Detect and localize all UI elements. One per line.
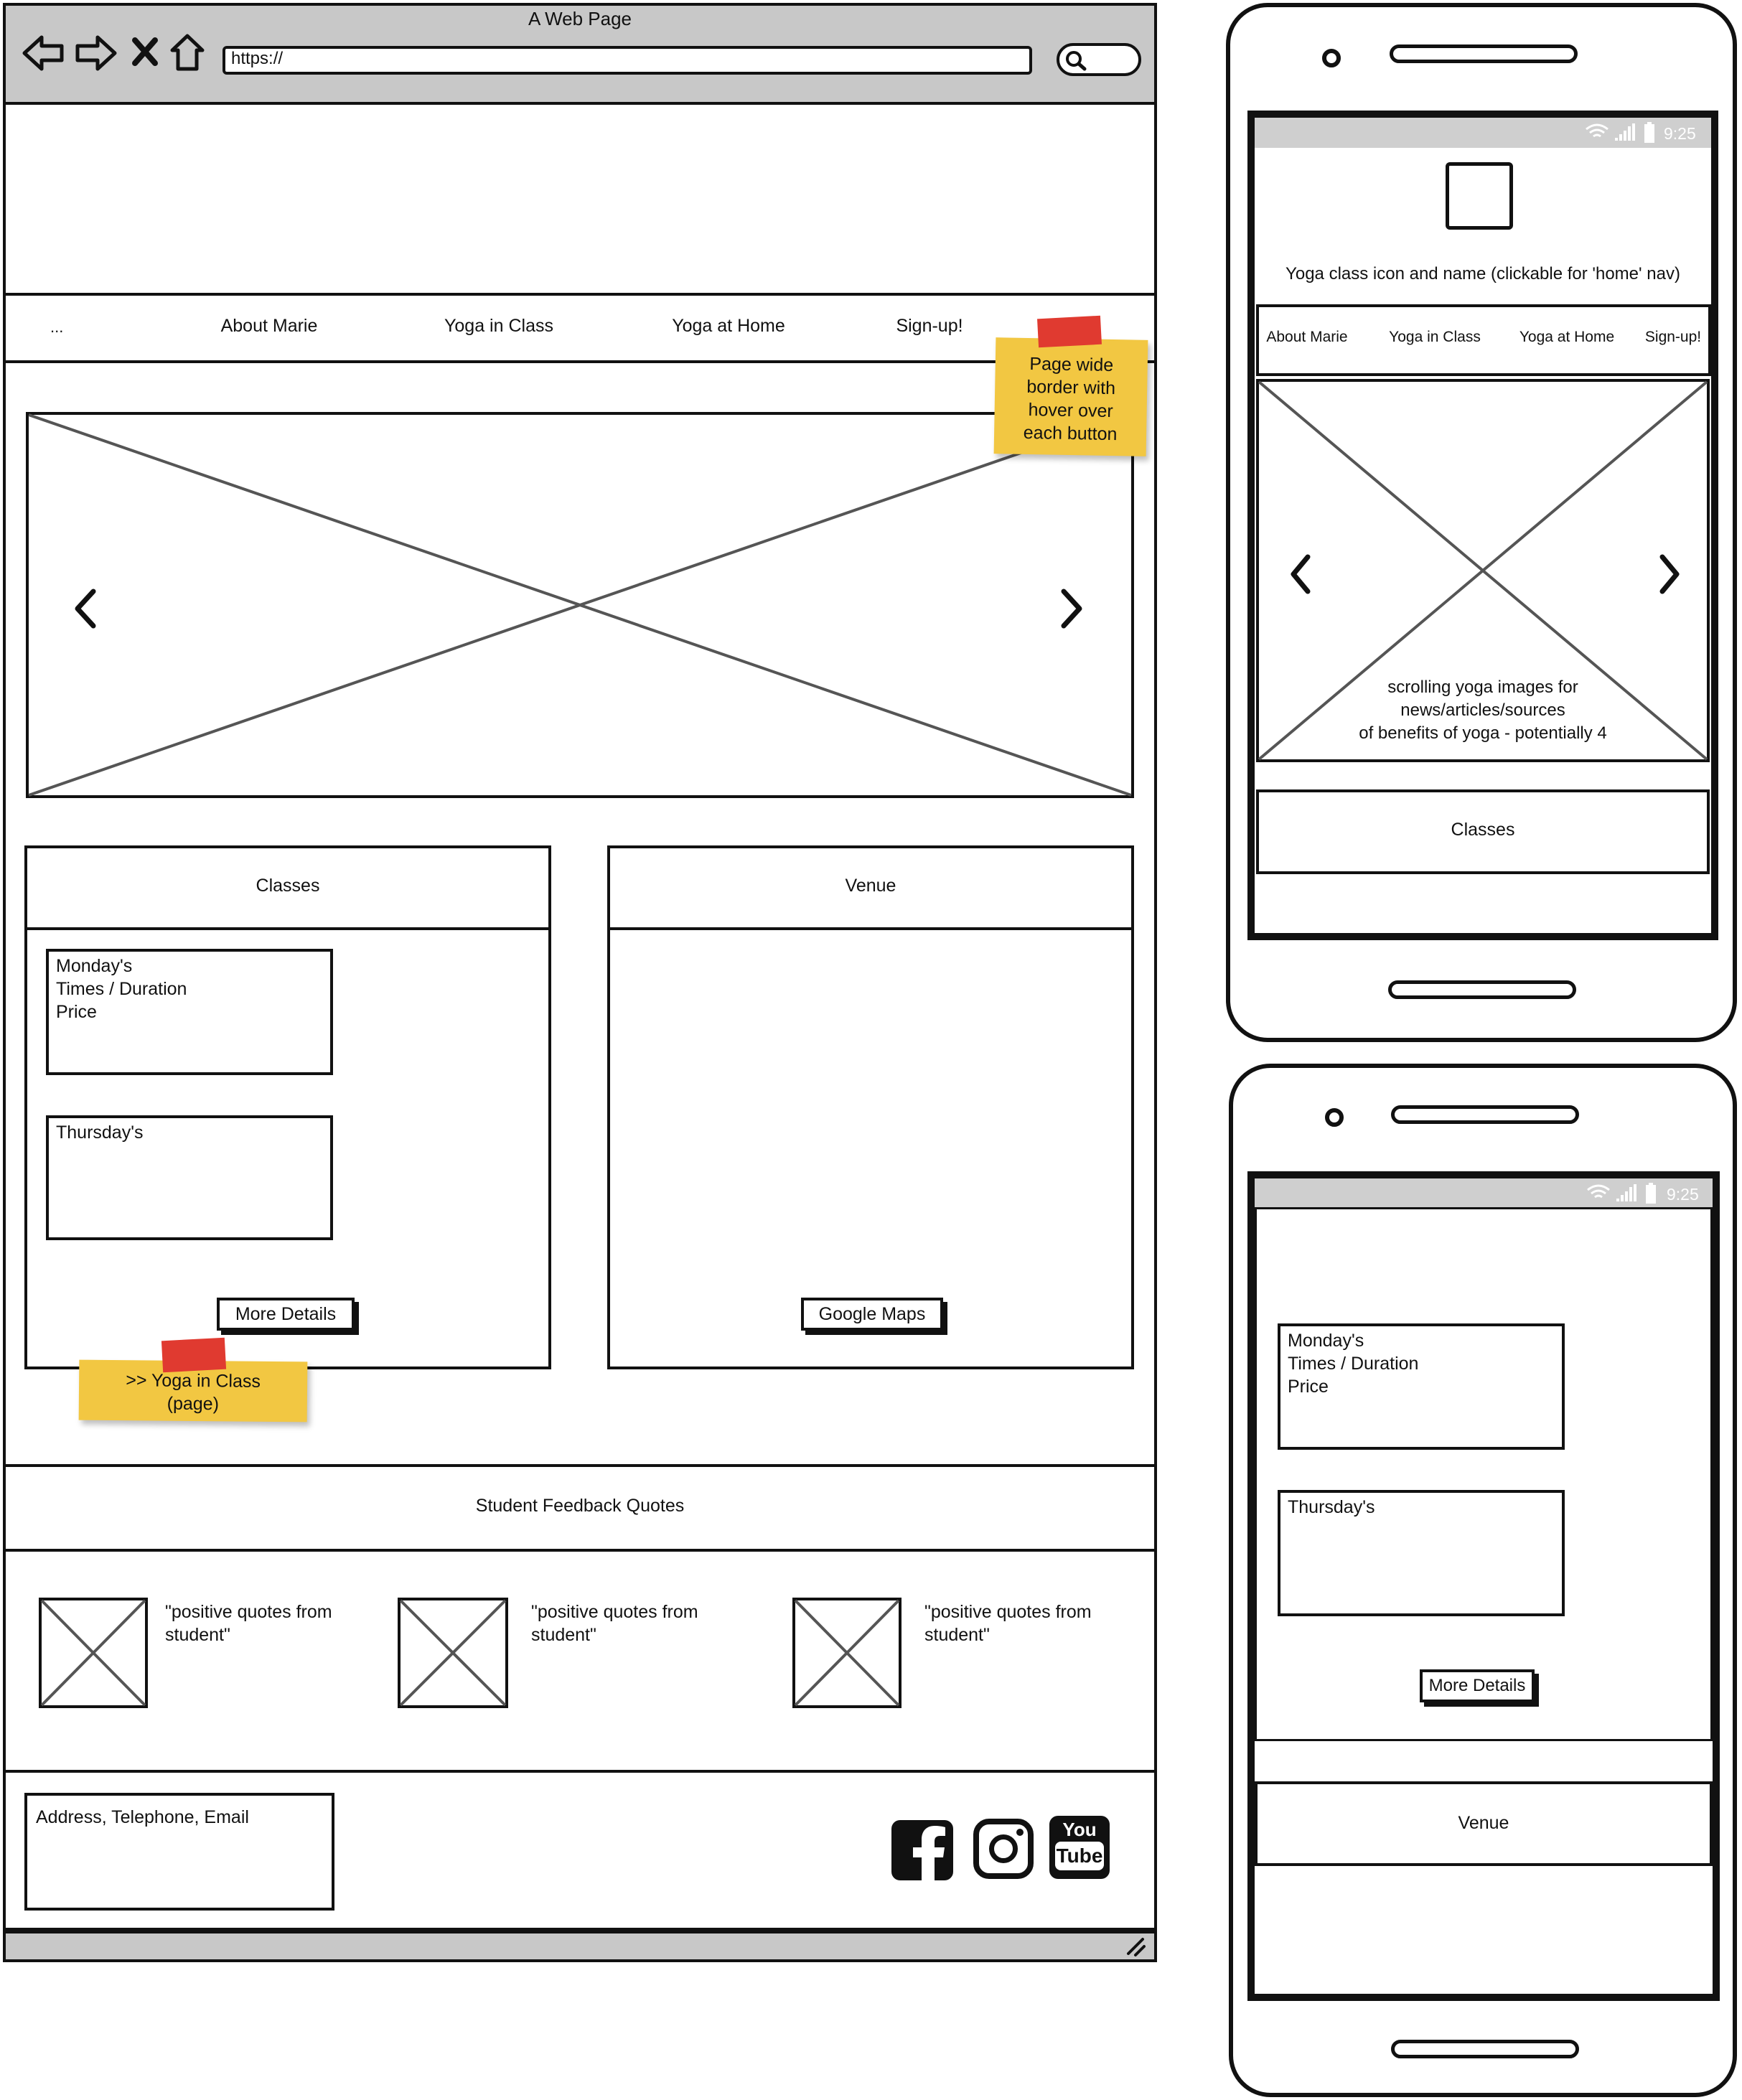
phone-camera	[1325, 1108, 1344, 1127]
nav-home-link[interactable]: ...	[50, 318, 64, 336]
feedback-quote: "positive quotes from student"	[165, 1602, 332, 1645]
window-title: A Web Page	[528, 8, 632, 29]
phone-thursday-class-text: Thursday's	[1288, 1497, 1375, 1517]
phone-status-bar	[1255, 118, 1711, 148]
home-icon[interactable]	[169, 33, 205, 72]
sticky-note-classes: >> Yoga in Class (page)	[79, 1360, 308, 1422]
wifi-icon	[1586, 1183, 1611, 1201]
phone-monday-class-text: Monday's Times / Duration Price	[1288, 1331, 1419, 1397]
phone-nav-sign-up[interactable]: Sign-up!	[1644, 329, 1702, 345]
monday-class-text: Monday's Times / Duration Price	[56, 956, 187, 1022]
phone-venue-title: Venue	[1458, 1813, 1509, 1833]
thursday-class-text: Thursday's	[56, 1122, 144, 1143]
nav-yoga-in-class[interactable]: Yoga in Class	[444, 316, 553, 336]
image-placeholder-icon	[42, 1600, 145, 1705]
phone-home-button[interactable]	[1391, 2040, 1579, 2058]
url-bar[interactable]	[223, 46, 1032, 75]
youtube-tube-text: Tube	[1055, 1842, 1104, 1870]
phone-time: 9:25	[1664, 124, 1696, 143]
battery-icon	[1645, 1183, 1657, 1204]
resize-grip-icon[interactable]	[1124, 1935, 1146, 1956]
sticky-note-nav: Page wide border with hover over each button	[994, 337, 1148, 456]
contact-text: Address, Telephone, Email	[36, 1807, 249, 1827]
url-text: https://	[231, 49, 284, 68]
phone-carousel-prev-icon[interactable]	[1288, 553, 1312, 596]
phone-classes-title: Classes	[1451, 820, 1515, 840]
facebook-icon[interactable]	[891, 1820, 953, 1880]
feedback-quote: "positive quotes from student"	[924, 1602, 1092, 1645]
instagram-icon[interactable]	[973, 1819, 1034, 1879]
phone-carousel-caption: scrolling yoga images for news/articles/sources of benefits of yoga - potentially 4	[1359, 678, 1607, 743]
nav-sign-up[interactable]: Sign-up!	[896, 316, 963, 336]
carousel-prev-icon[interactable]	[72, 587, 100, 630]
phone-nav-yoga-in-class[interactable]: Yoga in Class	[1389, 329, 1481, 345]
phone-nav-yoga-at-home[interactable]: Yoga at Home	[1519, 329, 1615, 345]
youtube-you-text: You	[1062, 1819, 1097, 1840]
phone-home-button[interactable]	[1388, 980, 1576, 999]
phone-nav-about-marie[interactable]: About Marie	[1266, 329, 1348, 345]
feedback-quote: "positive quotes from student"	[531, 1602, 698, 1645]
stop-icon[interactable]	[132, 37, 158, 66]
signal-icon	[1615, 1183, 1636, 1203]
nav-bar	[3, 293, 1157, 363]
phone-classes-body	[1255, 1207, 1713, 1741]
signal-icon	[1614, 122, 1635, 142]
sticky-tape	[161, 1338, 226, 1373]
app-icon-placeholder[interactable]	[1446, 162, 1513, 230]
phone-app-title[interactable]: Yoga class icon and name (clickable for 'home' nav)	[1286, 264, 1680, 283]
feedback-body	[3, 1549, 1157, 1773]
nav-about-marie[interactable]: About Marie	[220, 316, 318, 336]
carousel-next-icon[interactable]	[1057, 587, 1085, 630]
youtube-icon[interactable]	[1049, 1816, 1110, 1879]
google-maps-button[interactable]: Google Maps	[801, 1298, 943, 1331]
browser-status-bar	[3, 1931, 1157, 1962]
image-placeholder-icon	[795, 1600, 899, 1705]
search-icon	[1065, 50, 1087, 70]
phone-status-bar	[1255, 1178, 1713, 1209]
phone-carousel-next-icon[interactable]	[1658, 553, 1682, 596]
nav-yoga-at-home[interactable]: Yoga at Home	[672, 316, 785, 336]
hero-image-placeholder	[29, 415, 1131, 795]
forward-icon[interactable]	[75, 34, 118, 72]
image-placeholder-icon	[401, 1600, 505, 1705]
battery-icon	[1644, 122, 1655, 144]
classes-title: Classes	[256, 876, 320, 896]
feedback-title: Student Feedback Quotes	[475, 1496, 685, 1516]
phone-speaker	[1391, 1105, 1579, 1124]
sticky-tape	[1037, 316, 1102, 348]
phone-camera	[1322, 49, 1341, 67]
phone-speaker	[1390, 44, 1578, 63]
phone-time: 9:25	[1667, 1185, 1699, 1204]
phone-more-details-button[interactable]: More Details	[1420, 1669, 1535, 1702]
instagram-lens	[989, 1834, 1018, 1863]
back-icon[interactable]	[22, 34, 65, 72]
wifi-icon	[1585, 122, 1609, 141]
venue-title: Venue	[845, 876, 896, 896]
instagram-flash	[1016, 1829, 1024, 1836]
more-details-button[interactable]: More Details	[217, 1298, 355, 1331]
